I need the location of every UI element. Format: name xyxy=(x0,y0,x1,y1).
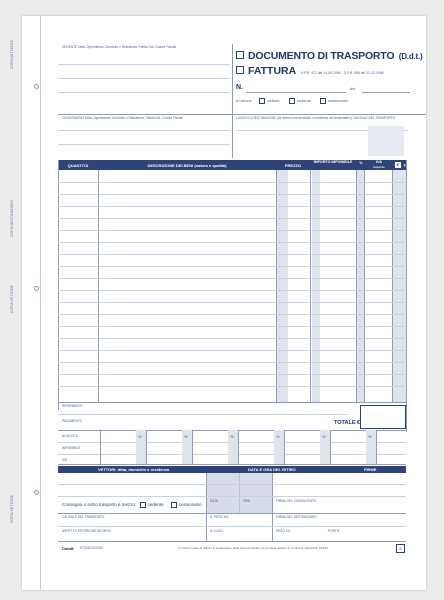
firme-header: FIRME xyxy=(364,467,377,472)
col-iva-importo: importo xyxy=(373,165,385,169)
consegna-cedente-checkbox[interactable] xyxy=(140,502,146,508)
col-descrizione: DESCRIZIONE DEI BENI (natura e qualità) xyxy=(147,162,227,168)
title-fattura: FATTURA D.P.R. 472 del 14-08-1996 - D.P.R. 696 del 21-12-1996 xyxy=(236,61,383,79)
pct-mark: % xyxy=(230,434,234,439)
pct-mark: % xyxy=(322,434,326,439)
aliquota-label: ALIQUOTA xyxy=(62,434,78,438)
pct-mark: % xyxy=(368,434,372,439)
fattura-checkbox[interactable] xyxy=(236,66,244,74)
perforation-hole xyxy=(34,84,39,89)
colli-label: N. COLLI xyxy=(210,529,224,533)
cessionario-label: CESSIONARIO Ditta, Dipendenza, Domicilio o Residenza, Partita IVA, Codice Fiscale xyxy=(62,116,184,120)
document-sheet xyxy=(22,16,426,590)
sidebar-mark-3: COPIA VETTORE xyxy=(10,285,14,314)
totale-box[interactable] xyxy=(360,405,406,429)
cessionario-checkbox[interactable] xyxy=(320,98,326,104)
perforation-hole xyxy=(34,490,39,495)
perforation-hole xyxy=(34,286,39,291)
title-doc: DOCUMENTO DI TRASPORTO (D.d.t.) xyxy=(236,46,423,64)
brand-logo: DataB xyxy=(62,546,74,551)
data-label: DATA xyxy=(210,499,219,503)
col-prezzo: PREZZO xyxy=(284,162,302,168)
causale-label: CAUSALE DEL TRASPORTO xyxy=(62,515,105,519)
totale-label: TOTALE € xyxy=(334,420,361,426)
destination-label: LUOGO DI DESTINAZIONE (se diverso dal domicilio o residenza del destinatario) CAUSALE DEL TRASPORTO xyxy=(236,116,396,120)
porto-label: PORTO xyxy=(328,529,340,533)
transport-row: a mezzo: vettore cedente cessionario xyxy=(236,98,349,104)
ora-label: ORA xyxy=(243,499,250,503)
col-totale: TOTALE xyxy=(403,162,419,168)
iva-label: IVA xyxy=(62,458,67,462)
title-checkbox[interactable] xyxy=(236,51,244,59)
carrier-header-bar xyxy=(58,466,406,473)
ritiro-header: DATA E ORA DEL RITIRO xyxy=(248,467,296,472)
page-number: 5 xyxy=(396,544,405,553)
sidebar-mark-1: COPIA MITTENTE xyxy=(10,40,14,70)
firma-conducente-label: FIRMA DEL CONDUCENTE xyxy=(276,499,317,503)
col-iva-pct: % xyxy=(359,161,363,165)
cedente-checkbox[interactable] xyxy=(289,98,295,104)
riferimenti-label: RIFERIMENTI xyxy=(62,404,83,408)
number-label: N. xyxy=(236,84,243,91)
imponibile-label: IMPONIBILE xyxy=(62,446,81,450)
vettore-checkbox[interactable] xyxy=(259,98,265,104)
col-importo: IMPORTO IMPONIBILE xyxy=(313,160,353,164)
peso-label: N. PESO KG xyxy=(210,515,229,519)
consegna-cessionario-checkbox[interactable] xyxy=(171,502,177,508)
pagamento-label: PAGAMENTO xyxy=(62,419,83,423)
col-iva: IVA xyxy=(375,160,383,164)
euro-sign: € xyxy=(396,162,400,167)
firma-destinatario-label: FIRMA DEL DESTINATARIO xyxy=(276,515,317,519)
form-code: E7204CDC0010 xyxy=(80,546,104,550)
pct-mark: % xyxy=(184,434,188,439)
pct-mark: % xyxy=(138,434,142,439)
col-quantita: QUANTITÀ xyxy=(67,162,89,168)
aspetto-label: ASPETTO ESTERIORE DEI BENI xyxy=(62,529,111,533)
table-header xyxy=(58,160,419,170)
sidebar-mark-2: COPIA DESTINATARIO xyxy=(10,200,14,238)
footer-note: (1) Solo in caso di utilizzo in sostituzione della ricevuta fiscale. (2) Ai sensi dell'art. 3, comma 2, del D.P.R. 441/97 xyxy=(178,546,329,550)
vettori-header: VETTORI: ditta, domicilio o residenza xyxy=(98,467,170,472)
pct-mark: % xyxy=(276,434,280,439)
date-label: del xyxy=(350,86,356,91)
peso2-label: PESO KG xyxy=(276,529,291,533)
mittente-label: CEDENTE Ditta, Dipendenza, Domicilio o Residenza, Partita IVA, Codice Fiscale xyxy=(62,45,177,49)
sidebar-mark-4: COPIA VETTORE xyxy=(10,495,14,524)
consegna-row: Consegna o inizio trasporto a mezzo: cedente cessionario xyxy=(62,502,202,508)
